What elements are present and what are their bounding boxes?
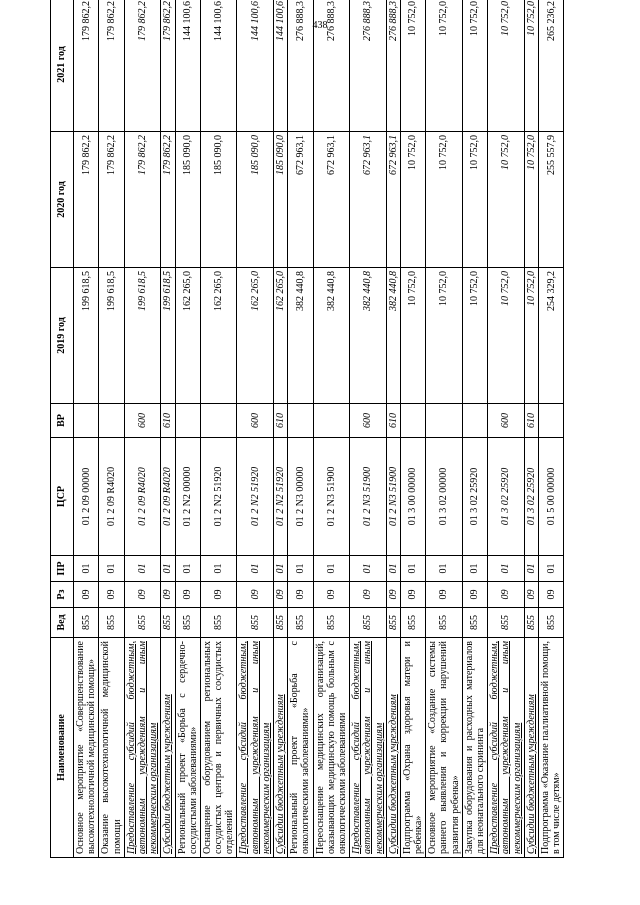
- cell-name: Переоснащение медицинских организаций, оказывающих медицинскую помощь больным с онкологическими заболеваниями: [313, 638, 350, 858]
- cell-ved: 855: [524, 608, 538, 638]
- header-pr: ПР: [51, 556, 74, 582]
- cell-csr: 01 3 02 25920: [462, 438, 487, 556]
- cell-ved: 855: [99, 608, 124, 638]
- cell-2021: 276 888,3: [288, 0, 313, 132]
- cell-pr: 01: [175, 556, 200, 582]
- cell-csr: 01 2 N3 51900: [350, 438, 387, 556]
- cell-2019: 162 265,0: [175, 268, 200, 404]
- header-vr: ВР: [51, 404, 74, 438]
- table-row: [175, 0, 200, 858]
- cell-2020: 672 963,1: [313, 132, 350, 268]
- cell-csr: 01 2 N3 51900: [313, 438, 350, 556]
- cell-2020: 185 090,0: [274, 132, 288, 268]
- cell-vr: 610: [386, 404, 400, 438]
- cell-vr: [99, 404, 124, 438]
- cell-ved: 855: [386, 608, 400, 638]
- cell-2020: 255 557,9: [538, 132, 563, 268]
- cell-rz: 09: [161, 582, 175, 608]
- cell-2021: 276 888,3: [386, 0, 400, 132]
- cell-rz: 09: [200, 582, 237, 608]
- cell-ved: 855: [313, 608, 350, 638]
- cell-2019: 199 618,5: [74, 268, 99, 404]
- cell-name: Оснащение оборудованием региональных сосудистых центров и первичных сосудистых отделений: [200, 638, 237, 858]
- cell-name: Субсидии бюджетным учреждениям: [524, 638, 538, 858]
- cell-csr: 01 2 N3 00000: [288, 438, 313, 556]
- cell-vr: [426, 404, 463, 438]
- cell-2020: 179 862,2: [124, 132, 161, 268]
- cell-pr: 01: [237, 556, 274, 582]
- header-2020: 2020 год: [51, 132, 74, 268]
- cell-2021: 144 100,6: [200, 0, 237, 132]
- cell-ved: 855: [200, 608, 237, 638]
- cell-2019: 10 752,0: [426, 268, 463, 404]
- cell-2019: 382 440,8: [288, 268, 313, 404]
- cell-rz: 09: [538, 582, 563, 608]
- cell-ved: 855: [237, 608, 274, 638]
- cell-pr: 01: [350, 556, 387, 582]
- cell-name: Предоставление субсидий бюджетным, автономным учреждениям и иным некоммерческим организациям: [124, 638, 161, 858]
- cell-pr: 01: [488, 556, 525, 582]
- cell-csr: 01 2 N2 51920: [200, 438, 237, 556]
- table-row: [124, 0, 161, 858]
- cell-rz: 09: [386, 582, 400, 608]
- cell-csr: 01 3 02 00000: [426, 438, 463, 556]
- cell-2021: 276 888,3: [313, 0, 350, 132]
- cell-vr: 610: [161, 404, 175, 438]
- cell-name: Региональный проект «Борьба с сердечно-сосудистыми заболеваниями»: [175, 638, 200, 858]
- cell-vr: [288, 404, 313, 438]
- cell-2019: 162 265,0: [237, 268, 274, 404]
- table-row: [538, 0, 563, 858]
- cell-vr: 600: [488, 404, 525, 438]
- cell-2019: 199 618,5: [99, 268, 124, 404]
- cell-ved: 855: [350, 608, 387, 638]
- cell-2021: 179 862,2: [74, 0, 99, 132]
- cell-2021: 10 752,0: [524, 0, 538, 132]
- cell-vr: [313, 404, 350, 438]
- cell-2021: 10 752,0: [462, 0, 487, 132]
- header-2021: 2021 год: [51, 0, 74, 132]
- cell-2019: 10 752,0: [488, 268, 525, 404]
- cell-pr: 01: [99, 556, 124, 582]
- table-row: [462, 0, 487, 858]
- budget-table: [50, 0, 564, 858]
- cell-name: Региональный проект «Борьба с онкологическими заболеваниями»: [288, 638, 313, 858]
- cell-vr: [538, 404, 563, 438]
- cell-name: Предоставление субсидий бюджетным, автономным учреждениям и иным некоммерческим организациям: [350, 638, 387, 858]
- cell-2019: 162 265,0: [274, 268, 288, 404]
- cell-2019: 199 618,5: [161, 268, 175, 404]
- table-row: [350, 0, 387, 858]
- header-2019: 2019 год: [51, 268, 74, 404]
- table-row: [274, 0, 288, 858]
- cell-2021: 10 752,0: [400, 0, 425, 132]
- table-header-row: [51, 0, 74, 858]
- cell-vr: [400, 404, 425, 438]
- cell-ved: 855: [288, 608, 313, 638]
- cell-csr: 01 2 N2 51920: [237, 438, 274, 556]
- header-csr: ЦСР: [51, 438, 74, 556]
- cell-2021: 179 862,2: [99, 0, 124, 132]
- cell-2020: 672 963,1: [350, 132, 387, 268]
- cell-rz: 09: [488, 582, 525, 608]
- cell-csr: 01 2 N2 00000: [175, 438, 200, 556]
- cell-2020: 179 862,2: [74, 132, 99, 268]
- cell-rz: 09: [124, 582, 161, 608]
- cell-csr: 01 3 02 25920: [488, 438, 525, 556]
- cell-2019: 162 265,0: [200, 268, 237, 404]
- cell-vr: 610: [524, 404, 538, 438]
- cell-2019: 382 440,8: [350, 268, 387, 404]
- cell-name: Оказание высокотехнологичной медицинской помощи: [99, 638, 124, 858]
- cell-rz: 09: [99, 582, 124, 608]
- cell-2020: 10 752,0: [462, 132, 487, 268]
- cell-ved: 855: [74, 608, 99, 638]
- cell-csr: 01 3 02 25920: [524, 438, 538, 556]
- budget-table-rotated: [50, 0, 564, 858]
- cell-vr: 600: [124, 404, 161, 438]
- table-row: [426, 0, 463, 858]
- cell-2020: 179 862,2: [99, 132, 124, 268]
- cell-vr: [175, 404, 200, 438]
- cell-name: Основное мероприятие «Создание системы раннего выявления и коррекции нарушений развития ребенка»: [426, 638, 463, 858]
- cell-ved: 855: [400, 608, 425, 638]
- cell-2019: 382 440,8: [386, 268, 400, 404]
- cell-name: Субсидии бюджетным учреждениям: [161, 638, 175, 858]
- cell-pr: 01: [74, 556, 99, 582]
- cell-ved: 855: [426, 608, 463, 638]
- cell-pr: 01: [200, 556, 237, 582]
- cell-pr: 01: [274, 556, 288, 582]
- cell-2021: 265 236,2: [538, 0, 563, 132]
- cell-pr: 01: [426, 556, 463, 582]
- cell-rz: 09: [288, 582, 313, 608]
- cell-2021: 144 100,6: [237, 0, 274, 132]
- cell-name: Подпрограмма «Охрана здоровья матери и ребенка»: [400, 638, 425, 858]
- cell-csr: 01 2 09 R4020: [99, 438, 124, 556]
- cell-csr: 01 2 09 R4020: [124, 438, 161, 556]
- cell-rz: 09: [400, 582, 425, 608]
- cell-rz: 09: [274, 582, 288, 608]
- cell-2021: 179 862,2: [124, 0, 161, 132]
- table-row: [488, 0, 525, 858]
- table-row: [524, 0, 538, 858]
- cell-pr: 01: [161, 556, 175, 582]
- cell-csr: 01 3 00 00000: [400, 438, 425, 556]
- cell-2019: 382 440,8: [313, 268, 350, 404]
- cell-rz: 09: [524, 582, 538, 608]
- cell-csr: 01 2 N3 51900: [386, 438, 400, 556]
- cell-rz: 09: [74, 582, 99, 608]
- cell-name: Предоставление субсидий бюджетным, автономным учреждениям и иным некоммерческим организациям: [237, 638, 274, 858]
- cell-2020: 179 862,2: [161, 132, 175, 268]
- cell-pr: 01: [400, 556, 425, 582]
- table-row: [386, 0, 400, 858]
- cell-name: Предоставление субсидий бюджетным, автономным учреждениям и иным некоммерческим организациям: [488, 638, 525, 858]
- cell-csr: 01 2 N2 51920: [274, 438, 288, 556]
- cell-name: Субсидии бюджетным учреждениям: [274, 638, 288, 858]
- cell-2019: 199 618,5: [124, 268, 161, 404]
- cell-2020: 10 752,0: [400, 132, 425, 268]
- table-body: [74, 0, 564, 858]
- cell-vr: 600: [237, 404, 274, 438]
- page-number: 438: [312, 20, 328, 31]
- cell-rz: 09: [462, 582, 487, 608]
- table-row: [400, 0, 425, 858]
- cell-name: Закупка оборудования и расходных материалов для неонатального скрининга: [462, 638, 487, 858]
- cell-vr: [74, 404, 99, 438]
- cell-ved: 855: [538, 608, 563, 638]
- cell-name: Подпрограмма «Оказание паллиативной помощи, в том числе детям»: [538, 638, 563, 858]
- cell-2020: 672 963,1: [386, 132, 400, 268]
- cell-ved: 855: [124, 608, 161, 638]
- cell-2021: 10 752,0: [488, 0, 525, 132]
- cell-vr: [462, 404, 487, 438]
- cell-rz: 09: [175, 582, 200, 608]
- cell-csr: 01 5 00 00000: [538, 438, 563, 556]
- cell-2021: 144 100,6: [274, 0, 288, 132]
- cell-ved: 855: [175, 608, 200, 638]
- cell-2020: 185 090,0: [175, 132, 200, 268]
- cell-2020: 10 752,0: [426, 132, 463, 268]
- table-row: [200, 0, 237, 858]
- table-row: [161, 0, 175, 858]
- cell-pr: 01: [313, 556, 350, 582]
- cell-2019: 10 752,0: [524, 268, 538, 404]
- cell-2020: 10 752,0: [488, 132, 525, 268]
- cell-rz: 09: [237, 582, 274, 608]
- cell-pr: 01: [386, 556, 400, 582]
- cell-2020: 672 963,1: [288, 132, 313, 268]
- cell-vr: 600: [350, 404, 387, 438]
- cell-rz: 09: [350, 582, 387, 608]
- cell-name: Субсидии бюджетным учреждениям: [386, 638, 400, 858]
- header-name: Наименование: [51, 638, 74, 858]
- cell-2019: 10 752,0: [400, 268, 425, 404]
- cell-2020: 185 090,0: [237, 132, 274, 268]
- header-rz: Рз: [51, 582, 74, 608]
- cell-rz: 09: [313, 582, 350, 608]
- cell-rz: 09: [426, 582, 463, 608]
- table-row: [237, 0, 274, 858]
- header-ved: Вед: [51, 608, 74, 638]
- cell-name: Основное мероприятие «Совершенствование высокотехнологичной медицинской помощи»: [74, 638, 99, 858]
- cell-pr: 01: [124, 556, 161, 582]
- cell-2021: 10 752,0: [426, 0, 463, 132]
- cell-ved: 855: [488, 608, 525, 638]
- cell-pr: 01: [524, 556, 538, 582]
- cell-2019: 254 329,2: [538, 268, 563, 404]
- cell-pr: 01: [538, 556, 563, 582]
- cell-ved: 855: [161, 608, 175, 638]
- cell-ved: 855: [462, 608, 487, 638]
- cell-2021: 144 100,6: [175, 0, 200, 132]
- cell-2021: 179 862,2: [161, 0, 175, 132]
- cell-2020: 185 090,0: [200, 132, 237, 268]
- table-row: [74, 0, 99, 858]
- cell-2021: 276 888,3: [350, 0, 387, 132]
- cell-pr: 01: [462, 556, 487, 582]
- cell-vr: [200, 404, 237, 438]
- cell-csr: 01 2 09 R4020: [161, 438, 175, 556]
- cell-pr: 01: [288, 556, 313, 582]
- table-row: [99, 0, 124, 858]
- cell-ved: 855: [274, 608, 288, 638]
- cell-csr: 01 2 09 00000: [74, 438, 99, 556]
- cell-2019: 10 752,0: [462, 268, 487, 404]
- cell-2020: 10 752,0: [524, 132, 538, 268]
- table-row: [313, 0, 350, 858]
- cell-vr: 610: [274, 404, 288, 438]
- table-row: [288, 0, 313, 858]
